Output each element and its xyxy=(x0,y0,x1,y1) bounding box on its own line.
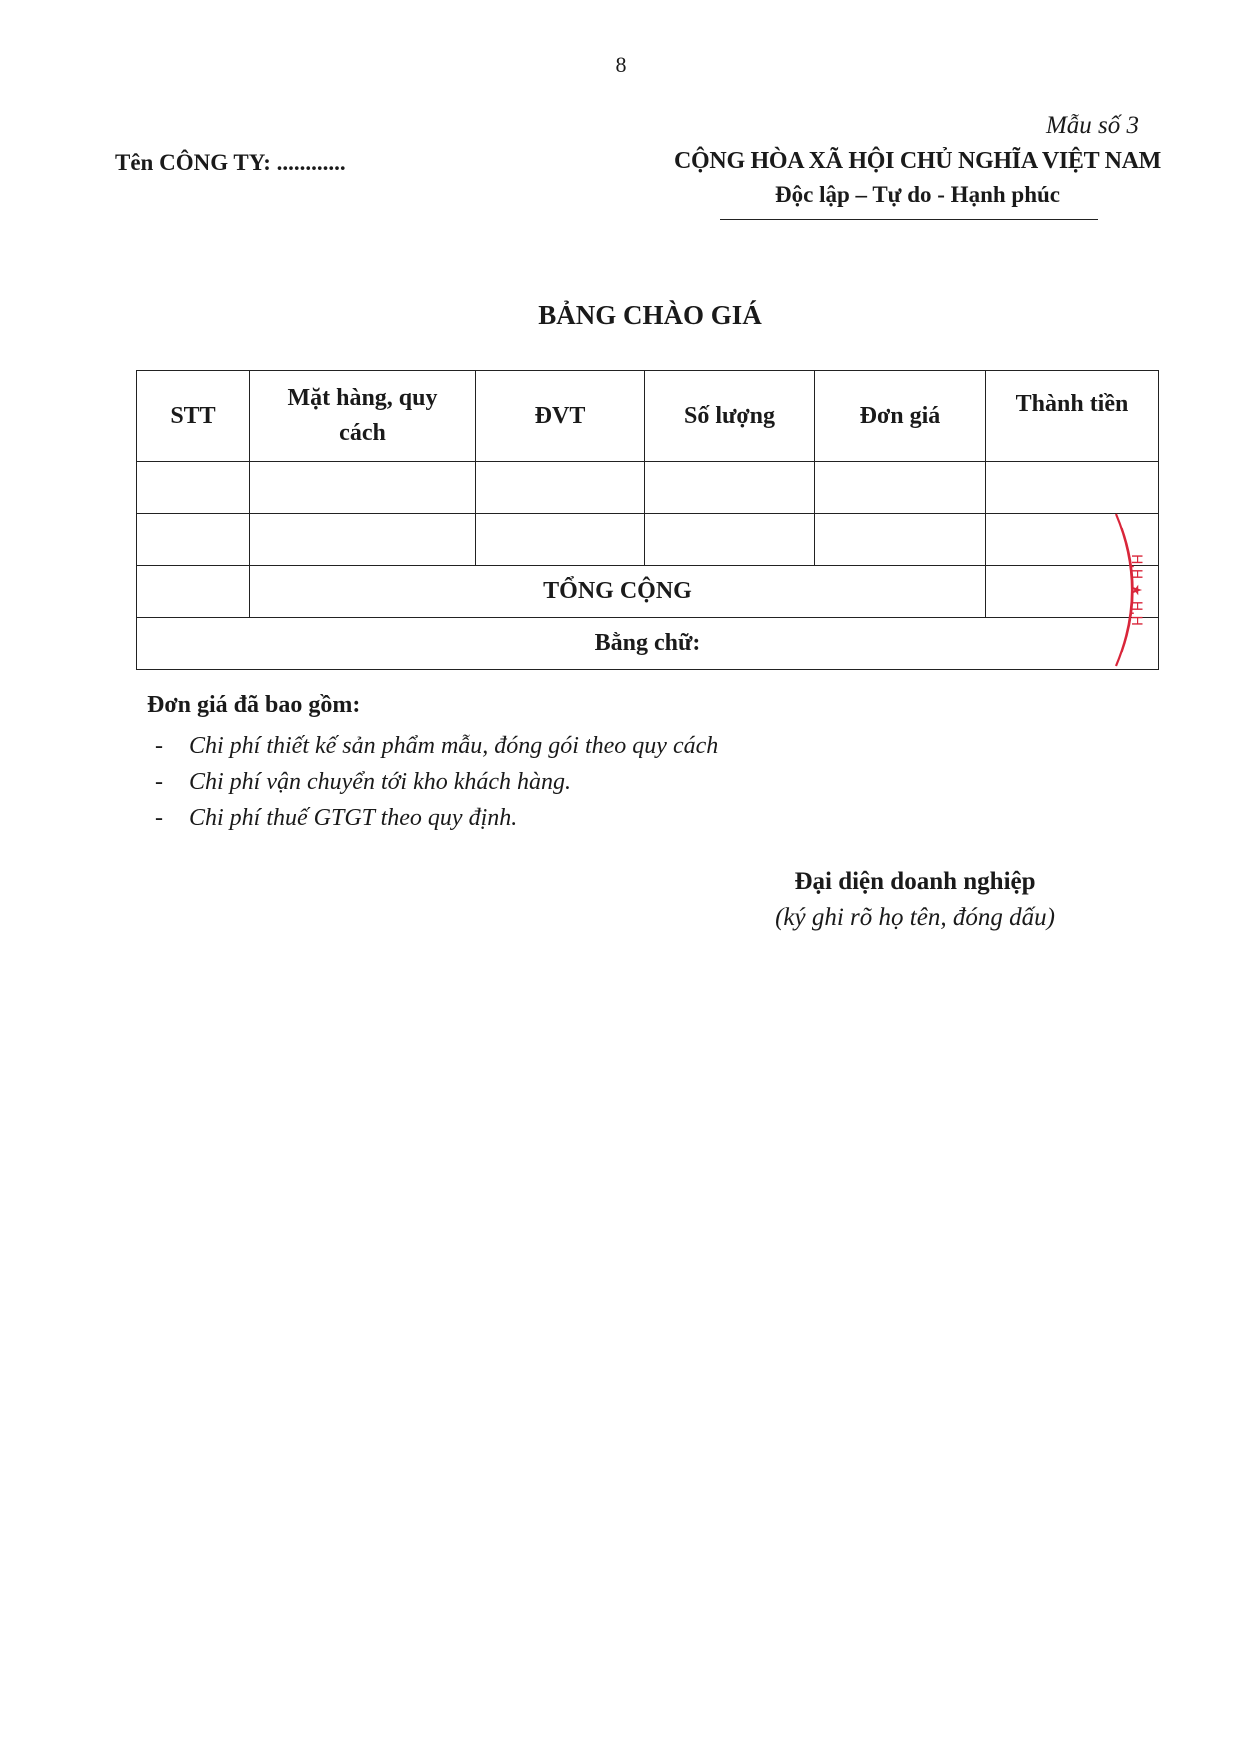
in-words-row xyxy=(137,618,1159,670)
cell[interactable] xyxy=(645,462,815,514)
table-row xyxy=(137,462,1159,514)
price-includes-heading: Đơn giá đã bao gồm: xyxy=(147,692,361,718)
page-number: 8 xyxy=(615,52,627,77)
cell[interactable] xyxy=(476,462,645,514)
national-title: CỘNG HÒA XÃ HỘI CHỦ NGHĨA VIỆT NAM xyxy=(674,148,1161,174)
seal-text: H.H ★ H.H xyxy=(1128,554,1144,626)
cell[interactable] xyxy=(250,514,476,566)
header-item-spec: Mặt hàng, quy cách xyxy=(250,371,476,462)
list-item xyxy=(147,728,718,764)
total-label: TỔNG CỘNG xyxy=(250,566,986,618)
cell[interactable] xyxy=(476,514,645,566)
company-name-label: Tên CÔNG TY: ............ xyxy=(115,150,346,175)
header-quantity: Số lượng xyxy=(645,371,815,462)
cell[interactable] xyxy=(250,462,476,514)
table-row xyxy=(137,514,1159,566)
list-item xyxy=(147,800,718,836)
total-stt-cell xyxy=(137,566,250,618)
form-number: Mẫu số 3 xyxy=(1045,112,1139,139)
header-amount: Thành tiền xyxy=(986,371,1159,462)
list-item-text: Chi phí thiết kế sản phẩm mẫu, đóng gói theo quy cách xyxy=(189,733,719,759)
cell[interactable] xyxy=(815,462,986,514)
bullet-dash: - xyxy=(155,769,163,795)
list-item xyxy=(147,764,718,800)
table-header-row xyxy=(137,371,1159,462)
cell[interactable] xyxy=(815,514,986,566)
seal-stamp-icon xyxy=(1112,510,1152,670)
document-title: BẢNG CHÀO GIÁ xyxy=(538,300,762,330)
price-includes-list xyxy=(147,728,718,836)
list-item-text: Chi phí thuế GTGT theo quy định. xyxy=(189,805,518,831)
total-row xyxy=(137,566,1159,618)
cell[interactable] xyxy=(645,514,815,566)
national-motto: Độc lập – Tự do - Hạnh phúc xyxy=(775,182,1060,207)
signature-note: (ký ghi rõ họ tên, đóng dấu) xyxy=(775,904,1055,931)
header-unit-price: Đơn giá xyxy=(815,371,986,462)
list-item-text: Chi phí vận chuyển tới kho khách hàng. xyxy=(189,769,572,795)
motto-underline xyxy=(720,219,1098,220)
bullet-dash: - xyxy=(155,805,163,831)
cell[interactable] xyxy=(986,462,1159,514)
cell[interactable] xyxy=(137,462,250,514)
header-stt: STT xyxy=(137,371,250,462)
bullet-dash: - xyxy=(155,733,163,759)
in-words-label[interactable]: Bằng chữ: xyxy=(137,618,1159,670)
header-unit: ĐVT xyxy=(476,371,645,462)
signature-title: Đại diện doanh nghiệp xyxy=(794,868,1036,895)
cell[interactable] xyxy=(137,514,250,566)
quotation-table xyxy=(136,370,1159,670)
